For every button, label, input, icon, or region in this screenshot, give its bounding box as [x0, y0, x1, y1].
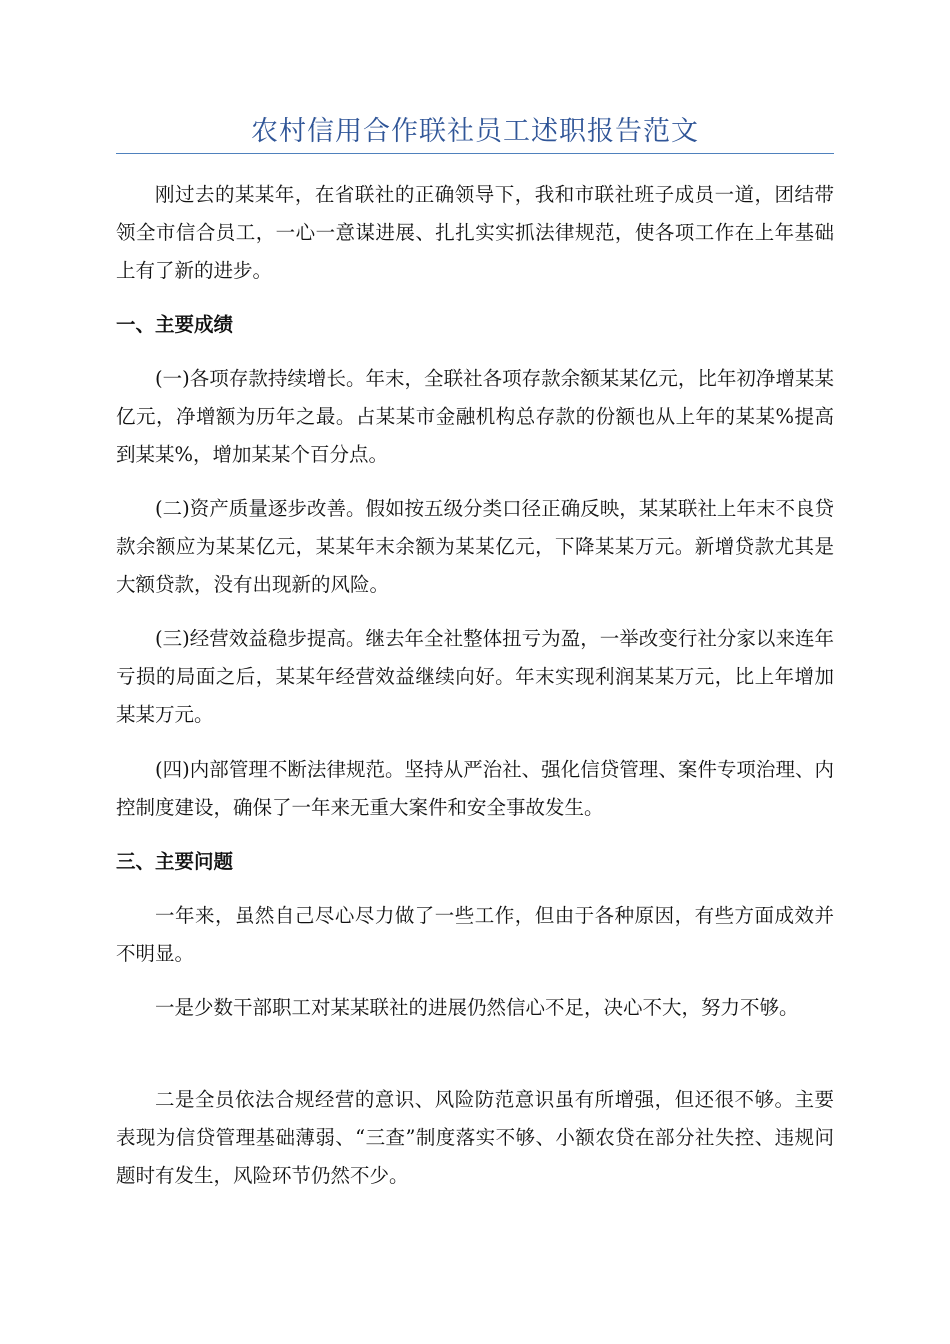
section-heading-achievements: 一、主要成绩: [116, 313, 234, 336]
problem-paragraph-3: 二是全员依法合规经营的意识、风险防范意识虽有所增强，但还很不够。主要表现为信贷管理基础薄弱、“三查”制度落实不够、小额农贷在部分社失控、违规问题时有发生，风险环节仍然不少。: [116, 1088, 834, 1187]
achievement-paragraph-1: (一)各项存款持续增长。年末，全联社各项存款余额某某亿元，比年初净增某某亿元，净增额为历年之最。占某某市金融机构总存款的份额也从上年的某某%提高到某某%，增加某某个百分点。: [116, 367, 834, 466]
achievement-paragraph-2: (二)资产质量逐步改善。假如按五级分类口径正确反映，某某联社上年末不良贷款余额应为某某亿元，某某年末余额为某某亿元，下降某某万元。新增贷款尤其是大额贷款，没有出现新的风险。: [116, 497, 834, 596]
title-underline: [116, 153, 834, 154]
section-heading-problems: 三、主要问题: [116, 850, 234, 873]
problem-paragraph-2: 一是少数干部职工对某某联社的进展仍然信心不足，决心不大，努力不够。: [155, 996, 799, 1019]
intro-paragraph: 刚过去的某某年，在省联社的正确领导下，我和市联社班子成员一道，团结带领全市信合员工，一心一意谋进展、扎扎实实抓法律规范，使各项工作在上年基础上有了新的进步。: [116, 183, 834, 282]
document-title: 农村信用合作联社员工述职报告范文: [251, 116, 699, 147]
achievement-paragraph-4: (四)内部管理不断法律规范。坚持从严治社、强化信贷管理、案件专项治理、内控制度建设，确保了一年来无重大案件和安全事故发生。: [116, 758, 834, 819]
achievement-paragraph-3: (三)经营效益稳步提高。继去年全社整体扭亏为盈，一举改变行社分家以来连年亏损的局面之后，某某年经营效益继续向好。年末实现利润某某万元，比上年增加某某万元。: [116, 627, 834, 726]
problem-paragraph-1: 一年来，虽然自己尽心尽力做了一些工作，但由于各种原因，有些方面成效并不明显。: [116, 904, 834, 965]
